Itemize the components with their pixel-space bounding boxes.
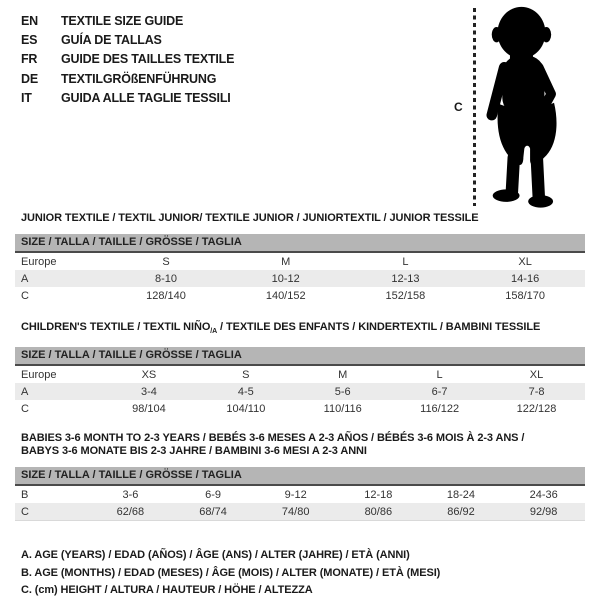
junior-table-section (15, 212, 585, 304)
column-header: S (162, 255, 170, 268)
table-header-row (15, 366, 585, 383)
value-cell: 92/98 (529, 505, 558, 518)
table-row (15, 383, 585, 400)
language-code: DE (21, 71, 38, 86)
column-header: M (281, 255, 291, 268)
value-cell: 104/110 (226, 402, 266, 415)
row-label-cell: C (21, 289, 29, 302)
junior-table-title: JUNIOR TEXTILE / TEXTIL JUNIOR/ TEXTILE JUNIOR / JUNIORTEXTIL / JUNIOR TESSILE (21, 212, 479, 224)
language-row-de (21, 70, 234, 89)
language-title: GUIDA ALLE TAGLIE TESSILI (61, 90, 231, 105)
row-label-cell: A (21, 272, 29, 285)
value-cell: 128/140 (146, 289, 186, 302)
table-row (15, 287, 585, 304)
column-header: Europe (21, 368, 57, 381)
children-table-section (15, 321, 585, 417)
footnote-age-months: B. AGE (MONTHS) / EDAD (MESES) / ÂGE (MOIS) / ALTER (MONATE) / ETÀ (MESI) (21, 566, 441, 579)
height-figure (440, 0, 600, 215)
table-header-row (15, 253, 585, 270)
value-cell: 24-36 (529, 488, 558, 501)
junior-size-header-bar: SIZE / TALLA / TAILLE / GRÖSSE / TAGLIA (15, 234, 585, 253)
value-cell: 80/86 (364, 505, 393, 518)
value-cell: 122/128 (516, 402, 557, 415)
value-cell: 8-10 (155, 272, 178, 285)
language-row-fr (21, 50, 234, 69)
value-cell: 3-6 (122, 488, 139, 501)
value-cell: 3-4 (140, 385, 157, 398)
children-size-header-bar: SIZE / TALLA / TAILLE / GRÖSSE / TAGLIA (15, 347, 585, 366)
language-code: FR (21, 52, 38, 67)
footnote-age-years: A. AGE (YEARS) / EDAD (AÑOS) / ÂGE (ANS) / ALTER (JAHRE) / ETÀ (ANNI) (21, 549, 410, 562)
children-table-title (21, 321, 585, 338)
column-header: M (338, 368, 348, 381)
column-header: XL (529, 368, 544, 381)
table-row (15, 503, 585, 521)
value-cell: 6-7 (431, 385, 448, 398)
language-title: TEXTILGRÖßENFÜHRUNG (61, 71, 217, 86)
value-cell: 98/104 (132, 402, 166, 415)
babies-table-section (15, 432, 585, 521)
value-cell: 152/158 (385, 289, 426, 302)
table-row (15, 270, 585, 287)
size-tables (15, 212, 585, 600)
legend-footnotes (21, 547, 585, 600)
language-title-list (21, 12, 234, 108)
value-cell: 7-8 (528, 385, 545, 398)
value-cell: 62/68 (116, 505, 145, 518)
babies-table (15, 486, 585, 521)
value-cell: 5-6 (334, 385, 351, 398)
language-code: ES (21, 33, 38, 48)
language-code: EN (21, 14, 38, 28)
table-row (15, 400, 585, 417)
language-title: TEXTILE SIZE GUIDE (61, 14, 184, 28)
value-cell: 4-5 (237, 385, 254, 398)
column-header: L (402, 255, 409, 268)
language-row-en (21, 12, 234, 31)
row-label-cell: B (21, 488, 29, 501)
row-label-cell: C (21, 505, 29, 518)
table-row (15, 486, 585, 503)
column-header: S (242, 368, 250, 381)
babies-table-title-line2: BABYS 3-6 MONATE BIS 2-3 JAHRE / BAMBINI 3-6 MESI A 2-3 ANNI (21, 445, 367, 458)
value-cell: 10-12 (271, 272, 300, 285)
value-cell: 9-12 (284, 488, 307, 501)
language-row-it (21, 89, 234, 108)
babies-table-title-line1: BABIES 3-6 MONTH TO 2-3 YEARS / BEBÉS 3-6 MESES A 2-3 AÑOS / BÉBÉS 3-6 MOIS À 2-3 ANS / (21, 432, 525, 445)
value-cell: 6-9 (205, 488, 221, 501)
height-measure-label: C (454, 100, 463, 114)
value-cell: 12-18 (364, 488, 393, 501)
junior-table (15, 253, 585, 304)
value-cell: 68/74 (199, 505, 227, 518)
title-text: CHILDREN'S TEXTILE / TEXTIL NIÑO (21, 321, 211, 333)
children-table (15, 366, 585, 417)
title-text: / TEXTILE DES ENFANTS / KINDERTEXTIL / BAMBINI TESSILE (217, 321, 541, 333)
value-cell: 74/80 (281, 505, 310, 518)
value-cell: 12-13 (391, 272, 420, 285)
value-cell: 14-16 (511, 272, 540, 285)
column-header: XS (141, 368, 157, 381)
column-header: L (436, 368, 443, 381)
row-label-cell: A (21, 385, 29, 398)
footnote-height-cm: C. (cm) HEIGHT / ALTURA / HAUTEUR / HÖHE / ALTEZZA (21, 584, 313, 597)
language-row-es (21, 31, 234, 50)
value-cell: 140/152 (265, 289, 306, 302)
value-cell: 116/122 (420, 402, 460, 415)
row-label-cell: C (21, 402, 29, 415)
value-cell: 18-24 (446, 488, 476, 501)
language-title: GUÍA DE TALLAS (61, 33, 162, 48)
value-cell: 86/92 (447, 505, 475, 518)
column-header: XL (518, 255, 532, 268)
title-subscript: /A (210, 328, 218, 336)
language-title: GUIDE DES TAILLES TEXTILE (61, 52, 235, 67)
toddler-silhouette-icon (484, 4, 580, 210)
column-header: Europe (21, 255, 57, 268)
value-cell: 158/170 (505, 289, 545, 302)
babies-size-header-bar: SIZE / TALLA / TAILLE / GRÖSSE / TAGLIA (15, 467, 585, 486)
value-cell: 110/116 (323, 402, 362, 415)
dashed-measure-line (473, 8, 476, 206)
language-code: IT (21, 90, 32, 105)
